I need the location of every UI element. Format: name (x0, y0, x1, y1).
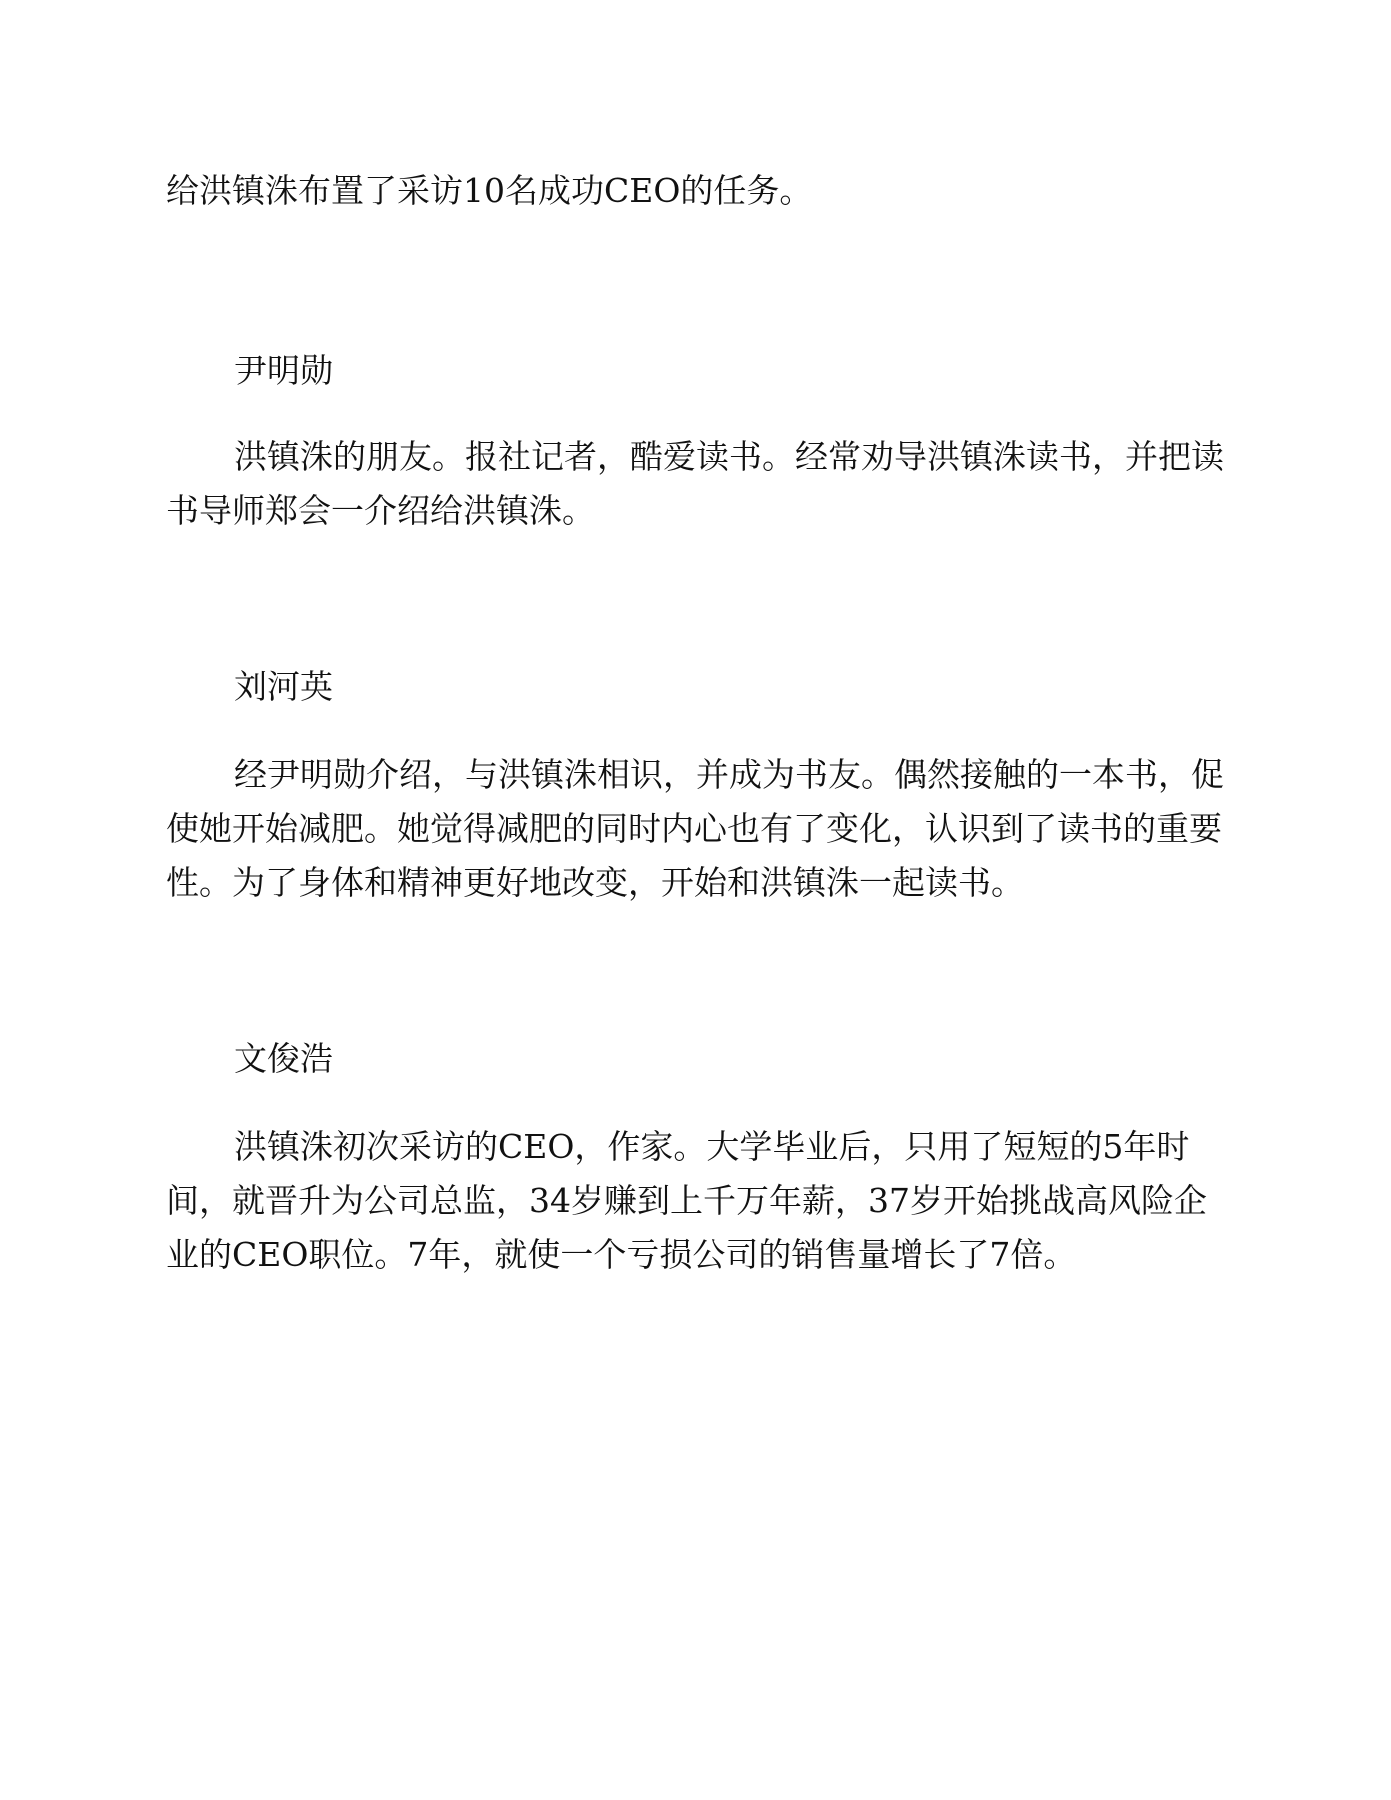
character-name: 尹明勋 (234, 351, 333, 390)
character-description: 经尹明勋介绍，与洪镇洙相识，并成为书友。偶然接触的一本书，促使她开始减肥。她觉得减肥的同时内心也有了变化，认识到了读书的重要性。为了身体和精神更好地改变，开始和洪镇洙一起读书。 (166, 755, 1224, 902)
character-name: 文俊浩 (234, 1039, 333, 1078)
character-description: 洪镇洙的朋友。报社记者，酷爱读书。经常劝导洪镇洙读书，并把读书导师郑会一介绍给洪镇洙。 (166, 437, 1224, 530)
character-description: 洪镇洙初次采访的CEO，作家。大学毕业后，只用了短短的5年时间，就晋升为公司总监，34岁赚到上千万年薪，37岁开始挑战高风险企业的CEO职位。7年，就使一个亏损公司的销售量增长了7倍。 (166, 1127, 1207, 1274)
intro-paragraph-tail: 给洪镇洙布置了采访10名成功CEO的任务。 (166, 171, 813, 210)
character-name: 刘河英 (234, 667, 333, 706)
